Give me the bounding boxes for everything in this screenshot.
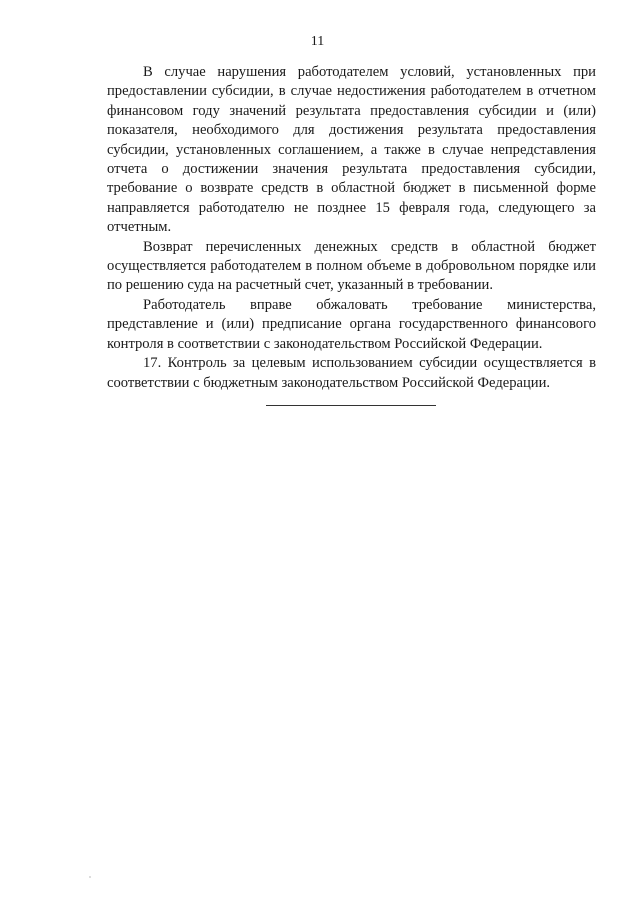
paragraph-refund-procedure: Возврат перечисленных денежных средств в областной бюджет осуществляется работодателем в полном объеме в добровольном порядке или по решению суда на расчетный счет, указанный в требовании. bbox=[107, 238, 596, 294]
end-separator-line bbox=[266, 405, 436, 406]
document-body bbox=[107, 63, 596, 393]
scan-speck bbox=[89, 876, 91, 878]
paragraph-appeal-right: Работодатель вправе обжаловать требование министерства, представление и (или) предписание органа государственного финансового контроля в соответствии с законодательством Российской Федерации. bbox=[107, 296, 596, 352]
paragraph-control-clause: 17. Контроль за целевым использованием субсидии осуществляется в соответствии с бюджетным законодательством Российской Федерации. bbox=[107, 355, 596, 391]
page-number: 11 bbox=[310, 34, 325, 49]
paragraph-refund-conditions: В случае нарушения работодателем условий, установленных при предоставлении субсидии, в случае недостижения работодателем в отчетном финансовом году значений результата предоставления субсидии и (или) показателя, необходимого для достижения результата предоставления субсидии, установленных соглашением, а также в случае непредставления отчета о достижении значения результата предоставления субсидии, требование о возврате средств в областной бюджет в письменной форме направляется работодателю не позднее 15 февраля года, следующего за отчетным. bbox=[107, 64, 596, 236]
